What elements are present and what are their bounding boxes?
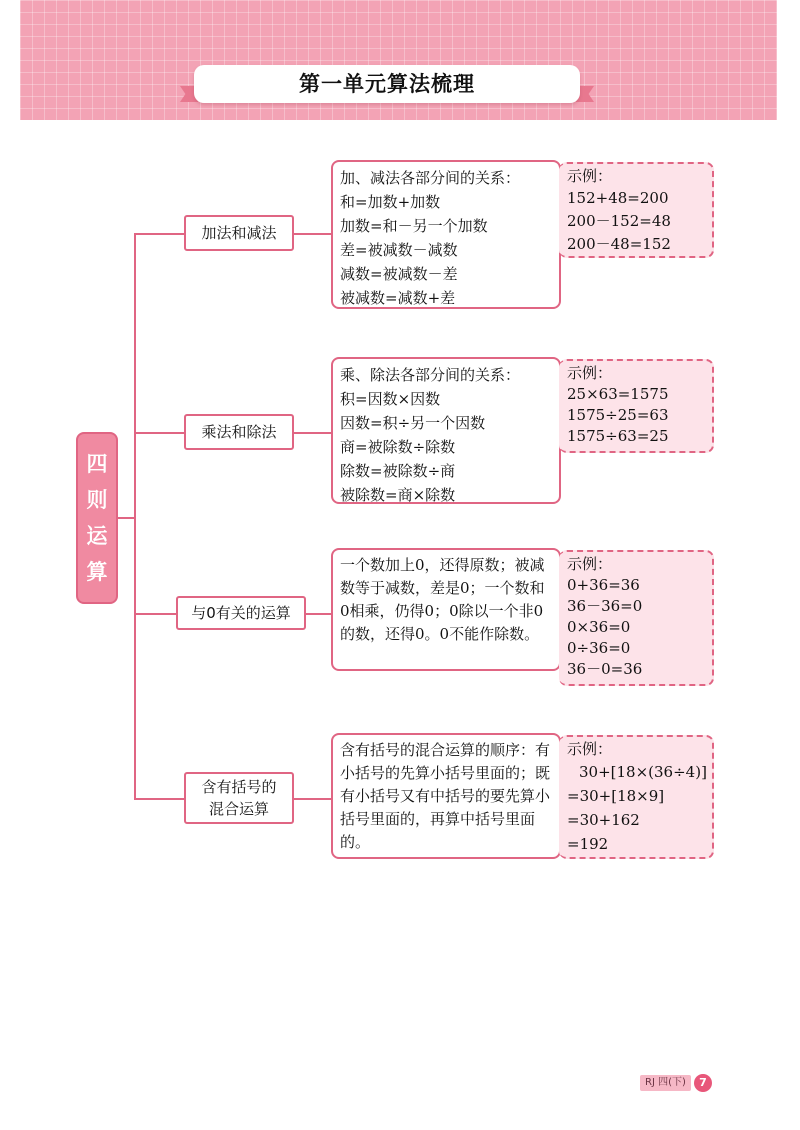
example-box-addition-subtraction xyxy=(559,162,714,258)
connector-2b xyxy=(294,432,332,434)
example-label: 示例： xyxy=(567,740,613,758)
connector-4b xyxy=(294,798,332,800)
rule-line: 积=因数×因数 xyxy=(340,390,441,408)
connector-1 xyxy=(134,233,184,235)
page-title: 第一单元算法梳理 xyxy=(194,65,580,103)
branch-zero-operations xyxy=(176,596,306,630)
example-label: 示例： xyxy=(567,555,613,573)
rule-line: 被减数=减数+差 xyxy=(340,289,456,307)
rule-line: 减数=被减数－差 xyxy=(340,265,458,283)
root-char: 则 xyxy=(86,488,108,512)
branch-label-line: 含有括号的 xyxy=(201,778,277,796)
branch-multiplication-division xyxy=(184,414,294,450)
branch-label: 加法和减法 xyxy=(201,224,277,242)
rule-line: 因数=积÷另一个因数 xyxy=(340,414,486,432)
trunk-line xyxy=(134,233,136,800)
example-label: 示例： xyxy=(567,167,613,185)
example-label: 示例： xyxy=(567,364,613,382)
root-connector xyxy=(118,517,135,519)
rule-text: 一个数加上0，还得原数；被减数等于减数，差是0；一个数和0相乘，仍得0；0除以一个非0的数，还得0。0不能作除数。 xyxy=(340,556,545,643)
branch-label: 与0有关的运算 xyxy=(191,604,291,622)
example-line: 200－152=48 xyxy=(567,212,671,230)
page-number: 7 xyxy=(694,1074,712,1092)
rule-line: 和=加数+加数 xyxy=(340,193,441,211)
rule-line: 加、减法各部分间的关系： xyxy=(340,169,521,187)
example-line: 25×63=1575 xyxy=(567,385,669,403)
edition-tag: RJ 四(下) xyxy=(640,1075,691,1091)
branch-label: 乘法和除法 xyxy=(201,423,277,441)
rule-box-addition-subtraction xyxy=(331,160,561,309)
example-line: =30+162 xyxy=(567,811,640,829)
branch-label-line: 混合运算 xyxy=(208,800,269,818)
rule-box-multiplication-division xyxy=(331,357,561,504)
rule-line: 乘、除法各部分间的关系： xyxy=(340,366,521,384)
example-line: 0+36=36 xyxy=(567,576,640,594)
connector-3b xyxy=(306,613,332,615)
example-line: 1575÷25=63 xyxy=(567,406,669,424)
example-line: 1575÷63=25 xyxy=(567,427,669,445)
example-line: =192 xyxy=(567,835,609,853)
connector-1b xyxy=(294,233,332,235)
page-footer xyxy=(640,1074,712,1092)
root-char: 四 xyxy=(86,452,108,476)
rule-text: 含有括号的混合运算的顺序：有小括号的先算小括号里面的；既有小括号又有中括号的要先算小括号里面的，再算中括号里面的。 xyxy=(340,741,551,851)
example-line: 36－36=0 xyxy=(567,597,643,615)
connector-3 xyxy=(134,613,176,615)
connector-4 xyxy=(134,798,184,800)
branch-addition-subtraction xyxy=(184,215,294,251)
connector-2 xyxy=(134,432,184,434)
rule-line: 差=被减数－减数 xyxy=(340,241,458,259)
root-char: 算 xyxy=(86,560,108,584)
example-box-mixed-operations xyxy=(559,735,714,859)
example-line: 30+[18×(36÷4)] xyxy=(579,763,707,781)
rule-box-zero-operations xyxy=(331,548,561,671)
example-box-multiplication-division xyxy=(559,359,714,453)
root-char: 运 xyxy=(86,524,108,548)
example-line: =30+[18×9] xyxy=(567,787,665,805)
rule-box-mixed-operations xyxy=(331,733,561,859)
rule-line: 除数=被除数÷商 xyxy=(340,462,456,480)
example-line: 200－48=152 xyxy=(567,235,671,253)
rule-line: 商=被除数÷除数 xyxy=(340,438,456,456)
example-line: 36－0=36 xyxy=(567,660,643,678)
root-node-four-operations xyxy=(76,432,118,604)
rule-line: 被除数=商×除数 xyxy=(340,486,456,504)
branch-mixed-operations-with-brackets xyxy=(184,772,294,824)
example-box-zero-operations xyxy=(559,550,714,686)
example-line: 152+48=200 xyxy=(567,189,669,207)
example-line: 0×36=0 xyxy=(567,618,631,636)
rule-line: 加数=和－另一个加数 xyxy=(340,217,488,235)
example-line: 0÷36=0 xyxy=(567,639,631,657)
